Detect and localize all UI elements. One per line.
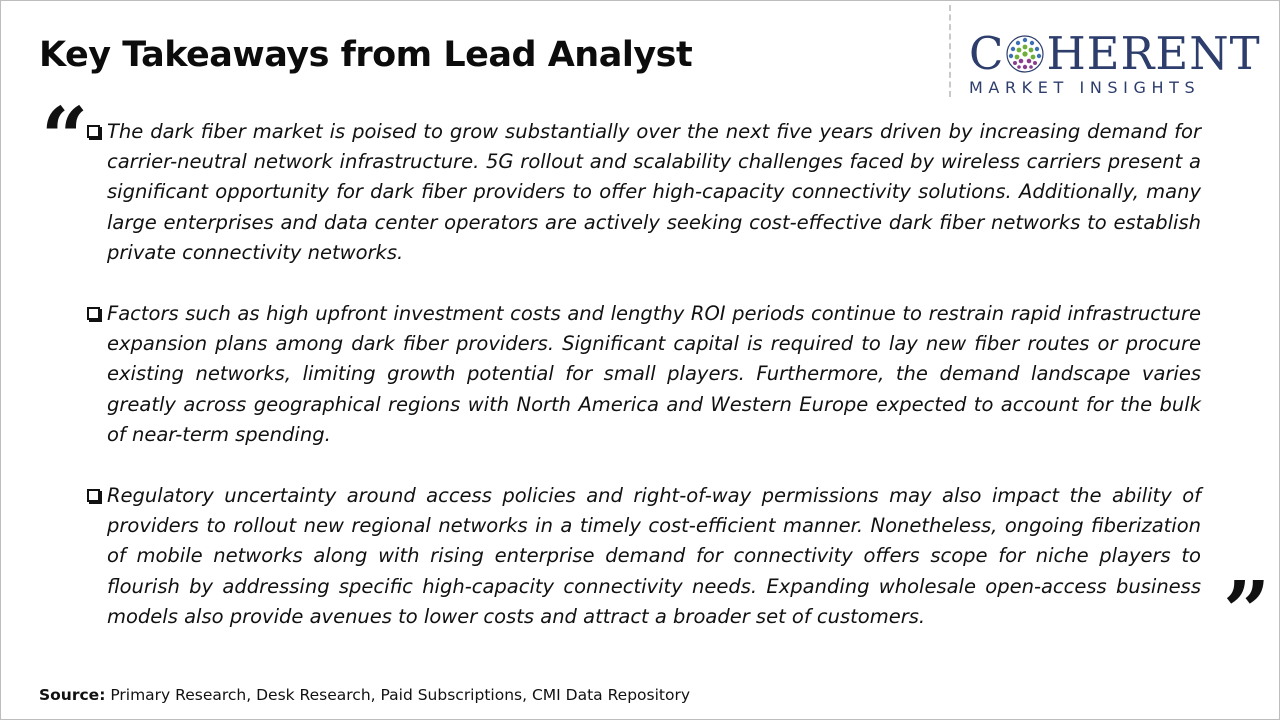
list-item	[87, 481, 1201, 632]
takeaways-list	[87, 117, 1201, 663]
takeaway-text: Regulatory uncertainty around access policies and right-of-way permissions may also impact the ability of providers to rollout new regional networks in a timely cost-efficient manner. Nonetheless, ongoing fiberization of mobile networks along with rising enterprise demand for connectivity offers scope for niche players to flourish by addressing specific high-capacity connectivity needs. Expanding wholesale open-access business models also provide avenues to lower costs and attract a broader set of customers.	[107, 484, 1201, 628]
takeaway-text: The dark fiber market is poised to grow substantially over the next five years driven by increasing demand for carrier-neutral network infrastructure. 5G rollout and scalability challenges faced by wireless carriers present a significant opportunity for dark fiber providers to offer high-capacity connectivity solutions. Additionally, many large enterprises and data center operators are actively seeking cost-effective dark fiber networks to establish private connectivity networks.	[107, 120, 1201, 264]
list-item	[87, 117, 1201, 268]
open-quote-icon: “	[41, 90, 89, 186]
takeaway-text: Factors such as high upfront investment costs and lengthy ROI periods continue to restrain rapid infrastructure expansion plans among dark fiber providers. Significant capital is required to lay new fiber routes or procure existing networks, limiting growth potential for small players. Furthermore, the demand landscape varies greatly across geographical regions with North America and Western Europe expected to account for the bulk of near-term spending.	[107, 302, 1201, 446]
source-text: Primary Research, Desk Research, Paid Subscriptions, CMI Data Repository	[105, 686, 691, 704]
source-note	[39, 686, 690, 704]
checkbox-bullet-icon	[87, 125, 100, 138]
close-quote-icon: ”	[1223, 564, 1271, 660]
page-title: Key Takeaways from Lead Analyst	[39, 35, 693, 75]
list-item	[87, 299, 1201, 450]
logo-globe-icon	[1005, 34, 1045, 74]
logo-wordmark	[969, 27, 1261, 80]
source-label: Source:	[39, 686, 106, 704]
checkbox-bullet-icon	[87, 489, 100, 502]
logo-divider	[949, 5, 951, 97]
logo-subtitle: MARKET INSIGHTS	[969, 78, 1201, 97]
company-logo	[969, 27, 1261, 101]
checkbox-bullet-icon	[87, 307, 100, 320]
logo-letters-herent: HERENT	[1046, 27, 1261, 80]
logo-letter-c: C	[969, 27, 1005, 80]
